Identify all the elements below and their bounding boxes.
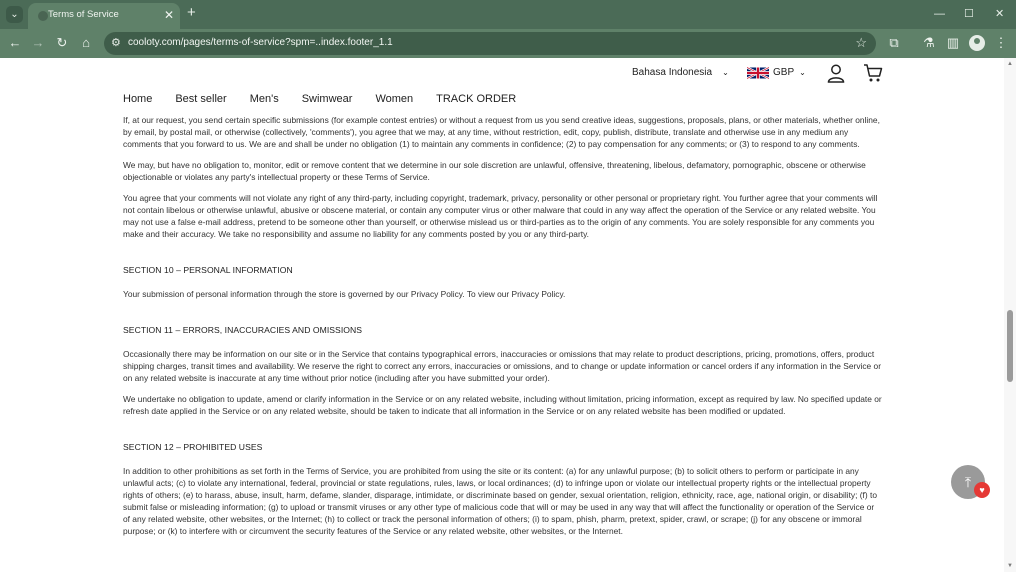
url-text[interactable]: cooloty.com/pages/terms-of-service?spm=..index.footer_1.1 [128,37,393,48]
back-icon[interactable]: ← [8,35,22,50]
store-header [0,58,1004,90]
nav-track-order[interactable]: TRACK ORDER [436,93,517,105]
section-12-title: SECTION 12 – PROHIBITED USES [123,442,263,452]
chevron-down-icon: ⌄ [799,68,806,77]
nav-home[interactable]: Home [123,93,153,105]
new-tab-icon[interactable]: + [187,4,196,21]
browser-tab-bar [0,0,1016,29]
nav-swimwear[interactable]: Swimwear [301,93,353,105]
chevron-down-icon: ⌄ [722,68,729,77]
currency-selector[interactable] [773,67,806,78]
browser-menu-icon[interactable]: ⋮ [994,35,1008,50]
user-icon[interactable] [826,63,846,83]
uk-flag-icon [747,66,769,80]
browser-toolbar [0,29,1016,58]
reload-icon[interactable]: ↻ [56,35,68,50]
profile-avatar-icon[interactable] [969,35,985,51]
side-panel-icon[interactable]: ▥ [946,35,960,50]
cart-icon[interactable] [863,63,883,83]
section-11-title: SECTION 11 – ERRORS, INACCURACIES AND OMISSIONS [123,325,363,335]
nav-mens[interactable]: Men's [249,93,279,105]
paragraph-comments: If, at our request, you send certain specific submissions (for example contest entries) or without a request from us you send creative ideas, suggestions, proposals, plans, or other materials, whether online, by email, by postal mail, or otherwise (collectively, 'comments'), you agree that we may, at any time, without restriction, edit, copy, publish, distribute, translate and otherwise use in any medium any comments that you forward to us. We are and shall be under no obligation (1) to maintain any comments in confidence; (2) to pay compensation for any comments; or (3) to respond to any comments. [123,115,880,149]
language-label: Bahasa Indonesia [632,67,713,78]
paragraph-monitoring: We may, but have no obligation to, monitor, edit or remove content that we determine in our sole discretion are unlawful, offensive, threatening, libelous, defamatory, pornographic, obscene or otherwise objectionable or violates any party's intellectual property or these Terms of Service. [123,160,866,182]
section-10-title: SECTION 10 – PERSONAL INFORMATION [123,265,293,275]
currency-label: GBP [773,67,795,78]
chat-badge-icon[interactable]: ♥ [974,482,990,498]
arrow-up-icon: ⤒ [964,474,972,490]
home-icon[interactable]: ⌂ [82,35,90,50]
nav-women[interactable]: Women [375,93,414,105]
maximize-icon[interactable]: ☐ [964,8,974,20]
section-11-paragraph-2: We undertake no obligation to update, amend or clarify information in the Service or on any related website, including without limitation, pricing information, except as required by law. No specified update or refresh date applied in the Service or on any related website, should be taken to indicate that all information in the Service or on any related website has been modified or updated. [123,394,882,416]
language-selector[interactable] [632,67,729,78]
forward-icon[interactable]: → [31,35,45,50]
section-10-paragraph: Your submission of personal information through the store is governed by our Privacy Policy. To view our Privacy Policy. [123,289,566,299]
section-12-paragraph: In addition to other prohibitions as set forth in the Terms of Service, you are prohibited from using the site or its content: (a) for any unlawful purpose; (b) to solicit others to perform or participate in any unlawful acts; (c) to violate any international, federal, provincial or state regulations, rules, laws, or local ordinances; (d) to infringe upon or violate our intellectual property rights or the intellectual property rights of others; (e) to harass, abuse, insult, harm, defame, slander, disparage, intimidate, or discriminate based on gender, sexual orientation, religion, ethnicity, race, age, national origin, or disability; (f) to submit false or misleading information; (g) to upload or transmit viruses or any other type of malicious code that will or may be used in any way that will affect the functionality or operation of the Service or of any related website, other websites, or the Internet; (h) to collect or track the personal information of others; (i) to spam, phish, pharm, pretext, spider, crawl, or scrape; (j) for any obscene or immoral purpose; or (k) to interfere with or circumvent the security features of the Service or any related website, other websites, or the Internet. [123,466,877,536]
minimize-icon[interactable]: — [934,8,945,20]
tab-close-icon[interactable]: ✕ [163,8,174,22]
scroll-down-icon[interactable]: ▼ [1007,563,1013,569]
paragraph-comment-rights: You agree that your comments will not violate any right of any third-party, including copyright, trademark, privacy, personality or other personal or proprietary right. You further agree that your comments will not contain libelous or otherwise unlawful, abusive or obscene material, or contain any computer virus or other malware that could in any way affect the operation of the Service or any related website. You may not use a false e-mail address, pretend to be someone other than yourself, or otherwise mislead us or third-parties as to the origin of any comments. You are solely responsible for any comments you make and their accuracy. We take no responsibility and assume no liability for any comments posted by you or any third-party. [123,193,878,239]
labs-icon[interactable]: ⚗ [923,35,935,50]
browser-tab[interactable] [28,3,180,29]
extensions-icon[interactable]: ⧉ [889,35,899,50]
site-info-icon[interactable]: ⚙ [111,37,121,49]
scrollbar-thumb[interactable] [1007,310,1013,382]
section-11-paragraph-1: Occasionally there may be information on our site or in the Service that contains typographical errors, inaccuracies or omissions that may relate to product descriptions, pricing, promotions, offers, product shipping charges, transit times and availability. We reserve the right to correct any errors, inaccuracies or omissions, and to change or update information or cancel orders if any information in the Service or on any related website is inaccurate at any time without prior notice (including after you have submitted your order). [123,349,881,383]
nav-best-seller[interactable]: Best seller [175,93,227,105]
page-viewport [0,58,1004,572]
bookmark-star-icon[interactable]: ☆ [855,35,867,50]
window-close-icon[interactable]: ✕ [995,8,1005,20]
scroll-up-icon[interactable]: ▲ [1007,61,1013,67]
address-bar[interactable] [104,32,876,55]
main-navigation [123,93,539,109]
tab-title: Terms of Service [48,9,119,20]
tab-search-icon[interactable]: ⌄ [6,6,23,23]
favicon-icon [38,11,48,21]
terms-content [123,114,883,546]
page-scrollbar[interactable] [1004,58,1016,572]
